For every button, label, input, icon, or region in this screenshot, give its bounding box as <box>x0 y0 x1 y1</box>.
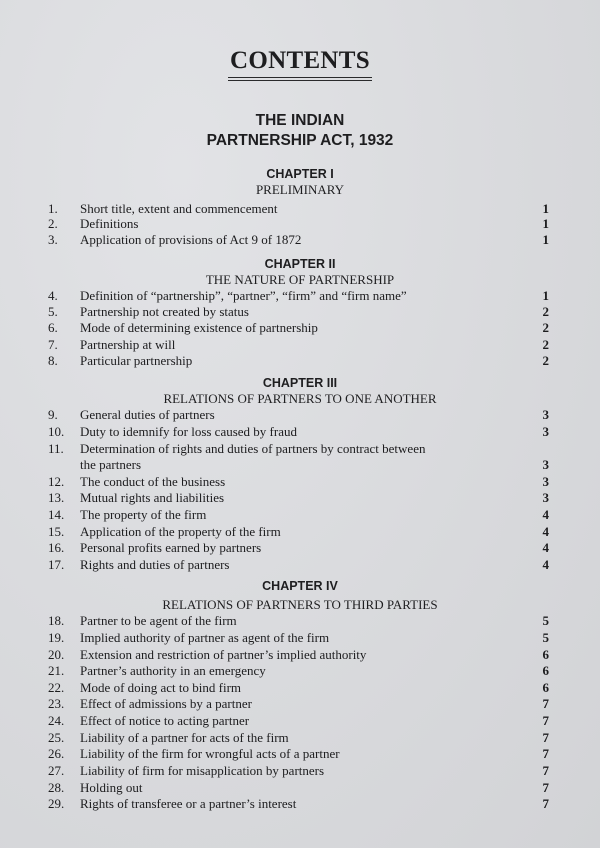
toc-entry[interactable] <box>0 232 600 248</box>
entry-title: Partner to be agent of the firm <box>80 613 237 628</box>
chapter-name: THE NATURE OF PARTNERSHIP <box>205 272 395 287</box>
toc-entry[interactable] <box>0 630 600 646</box>
entry-title: Implied authority of partner as agent of the firm <box>80 630 330 645</box>
entry-page: 3 <box>542 490 549 505</box>
entry-page: 4 <box>542 540 549 555</box>
toc-entry[interactable] <box>0 647 600 663</box>
entry-title: Liability of a partner for acts of the firm <box>80 730 289 745</box>
entry-page: 6 <box>542 663 549 678</box>
entry-number: 26. <box>48 746 65 761</box>
entry-page: 2 <box>542 320 549 335</box>
toc-entry[interactable] <box>0 524 600 540</box>
entry-number: 27. <box>48 763 65 778</box>
entry-title: Liability of the firm for wrongful acts of a partner <box>80 746 340 761</box>
toc-entry[interactable] <box>0 780 600 796</box>
entry-title: Particular partnership <box>80 353 193 368</box>
chapter-number: CHAPTER IV <box>262 579 338 593</box>
chapter-number: CHAPTER I <box>266 167 334 181</box>
entry-title: The conduct of the business <box>80 474 226 489</box>
toc-entry[interactable] <box>0 696 600 712</box>
entry-page: 5 <box>542 630 549 645</box>
entry-number: 11. <box>48 441 64 456</box>
toc-entry[interactable] <box>0 713 600 729</box>
entry-number: 14. <box>48 507 65 522</box>
entry-page: 1 <box>542 288 549 303</box>
entry-page: 4 <box>542 557 549 572</box>
entry-title: Mode of doing act to bind firm <box>80 680 242 695</box>
entry-title: Rights and duties of partners <box>80 557 230 572</box>
entry-page: 3 <box>542 424 549 439</box>
entry-page: 2 <box>542 337 549 352</box>
chapter-number: CHAPTER II <box>264 257 336 271</box>
entry-number: 23. <box>48 696 65 711</box>
toc-entry[interactable] <box>0 474 600 490</box>
toc-entry-continuation[interactable] <box>0 457 600 473</box>
entry-number: 20. <box>48 647 65 662</box>
chapter-3-heading <box>0 375 600 406</box>
entry-page: 7 <box>542 746 549 761</box>
contents-heading-wrap <box>0 48 600 81</box>
entry-page: 1 <box>542 232 549 247</box>
entry-number: 12. <box>48 474 65 489</box>
entry-title: Effect of notice to acting partner <box>80 713 250 728</box>
toc-entry[interactable] <box>0 746 600 762</box>
entry-page: 7 <box>542 763 549 778</box>
entry-title: Duty to idemnify for loss caused by fraud <box>80 424 297 439</box>
entry-title: Extension and restriction of partner’s implied authority <box>80 647 367 662</box>
entry-number: 4. <box>48 288 58 303</box>
entry-title: Partner’s authority in an emergency <box>80 663 266 678</box>
entry-page: 7 <box>542 696 549 711</box>
entry-title: Short title, extent and commencement <box>80 201 278 216</box>
entry-number: 5. <box>48 304 58 319</box>
act-title-line-1: THE INDIAN <box>255 112 345 129</box>
chapter-name: RELATIONS OF PARTNERS TO THIRD PARTIES <box>162 597 438 612</box>
entry-title: Mode of determining existence of partnership <box>80 320 318 335</box>
toc-entry[interactable] <box>0 540 600 556</box>
toc-entry[interactable] <box>0 407 600 423</box>
entry-page: 1 <box>542 216 549 231</box>
toc-entry[interactable] <box>0 490 600 506</box>
entry-number: 19. <box>48 630 65 645</box>
entry-title: Definitions <box>80 216 139 231</box>
toc-entry[interactable] <box>0 201 600 217</box>
entry-number: 29. <box>48 796 65 811</box>
entry-number: 18. <box>48 613 65 628</box>
entry-page: 3 <box>542 407 549 422</box>
entry-number: 21. <box>48 663 65 678</box>
entry-title: Determination of rights and duties of partners by contract between <box>80 441 426 456</box>
entry-title: Personal profits earned by partners <box>80 540 262 555</box>
toc-entry[interactable] <box>0 216 600 232</box>
entry-page: 6 <box>542 647 549 662</box>
entry-page: 4 <box>542 524 549 539</box>
contents-heading: CONTENTS <box>228 48 372 81</box>
act-title-line-2: PARTNERSHIP ACT, 1932 <box>206 132 394 149</box>
entry-page: 4 <box>542 507 549 522</box>
entry-number: 16. <box>48 540 65 555</box>
toc-entry[interactable] <box>0 557 600 573</box>
toc-entry[interactable] <box>0 320 600 336</box>
act-title <box>0 111 600 151</box>
entry-page: 7 <box>542 730 549 745</box>
entry-number: 25. <box>48 730 65 745</box>
entry-page: 7 <box>542 713 549 728</box>
toc-entry[interactable] <box>0 763 600 779</box>
entry-number: 8. <box>48 353 58 368</box>
entry-title: Partnership at will <box>80 337 176 352</box>
toc-entry[interactable] <box>0 507 600 523</box>
entry-page: 3 <box>542 474 549 489</box>
entry-number: 17. <box>48 557 65 572</box>
entry-page: 3 <box>542 457 549 472</box>
entry-title: Effect of admissions by a partner <box>80 696 252 711</box>
entry-number: 7. <box>48 337 58 352</box>
chapter-number: CHAPTER III <box>262 376 338 390</box>
entry-title-continued: the partners <box>80 457 142 472</box>
toc-entry[interactable] <box>0 288 600 304</box>
entry-page: 2 <box>542 353 549 368</box>
toc-entry[interactable] <box>0 441 600 457</box>
toc-entry[interactable] <box>0 424 600 440</box>
entry-number: 1. <box>48 201 58 216</box>
entry-number: 3. <box>48 232 58 247</box>
toc-entry[interactable] <box>0 663 600 679</box>
toc-entry[interactable] <box>0 353 600 369</box>
entry-number: 24. <box>48 713 65 728</box>
entry-title: Mutual rights and liabilities <box>80 490 225 505</box>
chapter-name: PRELIMINARY <box>255 182 345 197</box>
entry-title: The property of the firm <box>80 507 207 522</box>
toc-entry[interactable] <box>0 796 600 812</box>
entry-page: 2 <box>542 304 549 319</box>
entry-number: 2. <box>48 216 58 231</box>
entry-title: Holding out <box>80 780 143 795</box>
entry-title: Partnership not created by status <box>80 304 249 319</box>
toc-entry[interactable] <box>0 613 600 629</box>
chapter-name: RELATIONS OF PARTNERS TO ONE ANOTHER <box>163 391 437 406</box>
toc-entry[interactable] <box>0 730 600 746</box>
entry-page: 6 <box>542 680 549 695</box>
toc-entry[interactable] <box>0 337 600 353</box>
entry-number: 13. <box>48 490 65 505</box>
entry-number: 28. <box>48 780 65 795</box>
entry-page: 7 <box>542 780 549 795</box>
entry-title: Definition of “partnership”, “partner”, “firm” and “firm name” <box>80 288 407 303</box>
entry-number: 10. <box>48 424 65 439</box>
entry-page: 7 <box>542 796 549 811</box>
chapter-4-heading <box>0 578 600 612</box>
entry-page: 1 <box>542 201 549 216</box>
entry-number: 22. <box>48 680 65 695</box>
entry-title: Application of provisions of Act 9 of 1872 <box>80 232 302 247</box>
entry-title: General duties of partners <box>80 407 215 422</box>
chapter-1-heading <box>0 166 600 197</box>
entry-title: Liability of firm for misapplication by partners <box>80 763 325 778</box>
entry-number: 9. <box>48 407 58 422</box>
entry-number: 15. <box>48 524 65 539</box>
toc-entry[interactable] <box>0 304 600 320</box>
entry-title: Application of the property of the firm <box>80 524 281 539</box>
entry-title: Rights of transferee or a partner’s interest <box>80 796 297 811</box>
toc-entry[interactable] <box>0 680 600 696</box>
chapter-2-heading <box>0 256 600 287</box>
entry-number: 6. <box>48 320 58 335</box>
entry-page: 5 <box>542 613 549 628</box>
